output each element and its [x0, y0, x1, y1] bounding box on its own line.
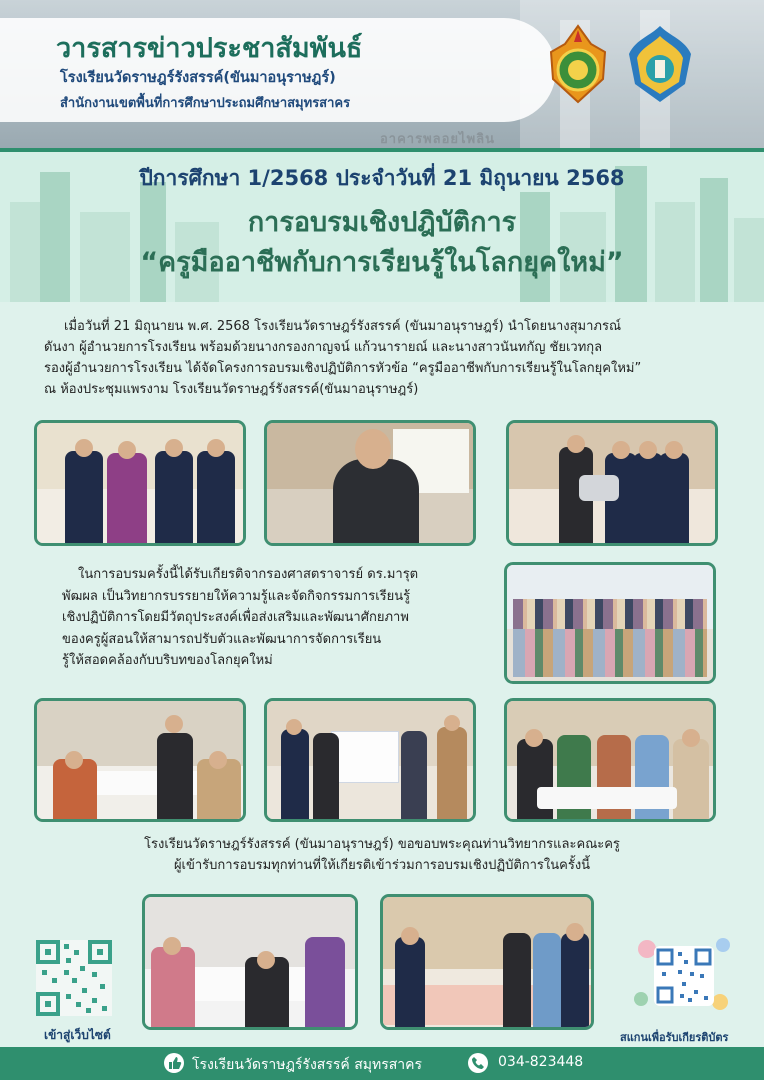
speaker-line: พัฒผล เป็นวิทยากรบรรยายให้ความรู้และจัดกิจกรรมการเรียนรู้ [62, 588, 411, 604]
phone-number[interactable]: 034-823448 [498, 1054, 584, 1070]
photo-participants [142, 894, 358, 1030]
thanks-line: ผู้เข้ารับการอบรมทุกท่านที่ให้เกียรติเข้าร่วมการอบรมเชิงปฏิบัติการในครั้งนี้ [173, 858, 591, 873]
topic-heading: “ครูมืออาชีพกับการเรียนรู้ในโลกยุคใหม่” [140, 247, 624, 278]
journal-title: วารสารข่าวประชาสัมพันธ์ [56, 33, 363, 64]
school-name: โรงเรียนวัดราษฎร์รังสรรค์(ขันมาอนุราษฎร์) [60, 70, 336, 86]
photo-souvenir [506, 420, 718, 546]
footer-bar [0, 1047, 764, 1080]
photo-presentation [264, 698, 476, 822]
intro-paragraph [44, 316, 734, 400]
thanks-paragraph [0, 834, 764, 876]
website-qr-label: เข้าสู่เว็บไซต์ [44, 1028, 111, 1042]
photo-closing-group [380, 894, 594, 1030]
speaker-line: รู้ให้สอดคล้องกับบริบทของโลกยุคใหม่ [62, 653, 273, 668]
intro-line: ดันงา ผู้อำนวยการโรงเรียน พร้อมด้วยนางกรองกาญจน์ แก้วนารายณ์ และนางสาวนันทกัญ ชัยเวทกุล [44, 340, 603, 355]
photo-group-gift [34, 420, 246, 546]
building-sign: อาคารพลอยไพลิน [380, 132, 496, 147]
photo-speaker [264, 420, 476, 546]
obec-emblem-icon [625, 24, 695, 104]
intro-line: เมื่อวันที่ 21 มิถุนายน พ.ศ. 2568 โรงเรียนวัดราษฎร์รังสรรค์ (ขันมาอนุราษฎร์) นำโดยนางสุมาภรณ์ [64, 319, 622, 334]
facebook-page-name[interactable]: โรงเรียนวัดราษฎร์รังสรรค์ สมุทรสาคร [192, 1057, 423, 1073]
certificate-qr-label: สแกนเพื่อรับเกียรติบัตร [620, 1031, 729, 1044]
photo-workshop-table [34, 698, 246, 822]
event-heading: การอบรมเชิงปฎิบัติการ [247, 207, 517, 238]
phone-icon [468, 1053, 488, 1073]
speaker-line: ในการอบรมครั้งนี้ได้รับเกียรติจากรองศาสตราจารย์ ดร.มารุต [78, 567, 419, 582]
intro-line: ณ ห้องประชุมแพรงาม โรงเรียนวัดราษฎร์รังสรรค์(ขันมาอนุราษฎร์) [44, 382, 419, 397]
photo-group-all [504, 562, 716, 684]
website-qr-code-icon[interactable] [36, 940, 112, 1016]
date-heading: ปีการศึกษา 1/2568 ประจำวันที่ 21 มิถุนายน 2568 [139, 166, 625, 190]
speaker-paragraph [62, 564, 488, 672]
education-office: สำนักงานเขตพื้นที่การศึกษาประถมศึกษาสมุทรสาคร [60, 96, 351, 111]
intro-line: รองผู้อำนวยการโรงเรียน ได้จัดโครงการอบรมเชิงปฏิบัติการหัวข้อ “ครูมืออาชีพกับการเรียนรู้ในโลกยุคใหม่” [44, 361, 642, 376]
thanks-line: โรงเรียนวัดราษฎร์รังสรรค์ (ขันมาอนุราษฎร์) ขอขอบพระคุณท่านวิทยากรและคณะครู [144, 837, 620, 852]
photo-discussion [504, 698, 716, 822]
facebook-like-icon [164, 1053, 184, 1073]
school-emblem-icon [543, 24, 613, 104]
speaker-line: เชิงปฏิบัติการโดยมีวัตถุประสงค์เพื่อส่งเสริมและพัฒนาศักยภาพ [62, 610, 409, 625]
certificate-qr-code-icon[interactable] [654, 946, 714, 1006]
speaker-line: ของครูผู้สอนให้สามารถปรับตัวและพัฒนาการจัดการเรียน [62, 631, 382, 647]
